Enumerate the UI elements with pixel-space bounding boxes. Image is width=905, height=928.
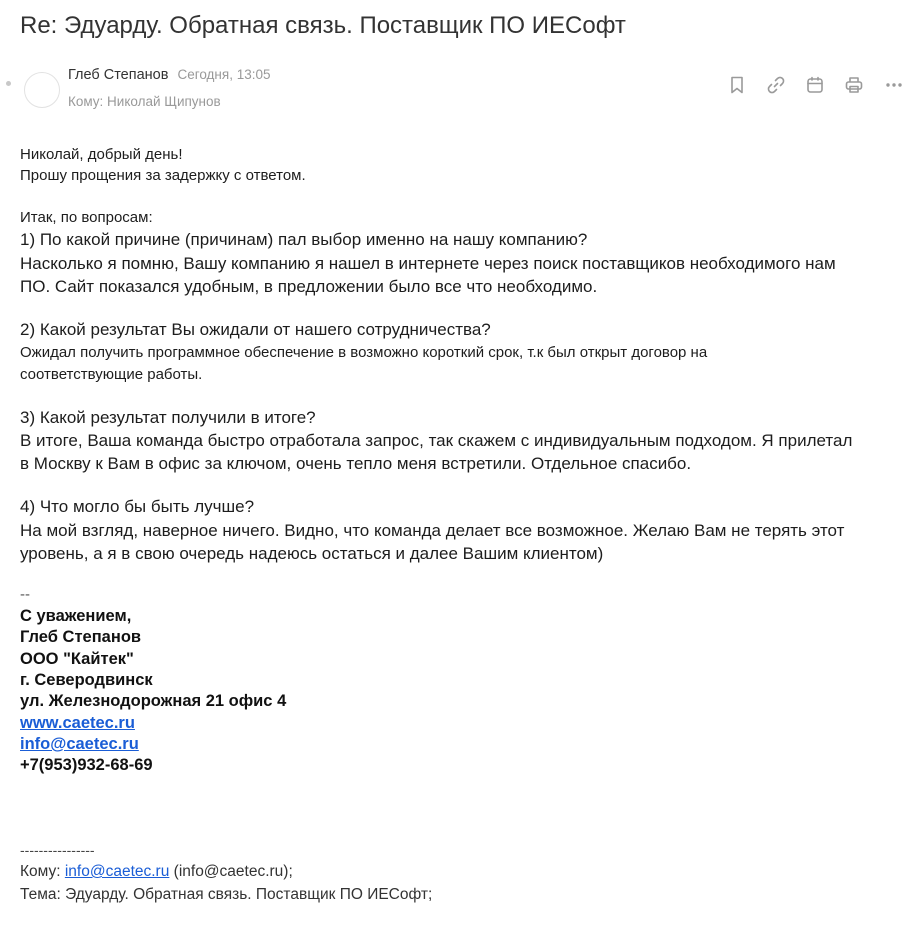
email-link[interactable]: info@caetec.ru — [20, 735, 139, 753]
answer-4-line-1: На мой взгляд, наверное ничего. Видно, что команда делает все возможное. Желаю Вам не терять этот — [20, 521, 845, 540]
bookmark-button[interactable] — [724, 72, 750, 98]
quoted-to-rest: (info@caetec.ru); — [173, 863, 293, 880]
signature-dash: -- — [20, 586, 30, 603]
answer-3-line-1: В итоге, Ваша команда быстро отработала запрос, так скажем с индивидуальным подходом. Я прилетал — [20, 431, 853, 450]
quote-separator: ---------------- — [20, 842, 95, 858]
answer-2-line-2: соответствующие работы. — [20, 366, 203, 383]
signature-regards: С уважением, — [20, 607, 132, 625]
copy-link-button[interactable] — [763, 72, 789, 98]
quoted-to-label: Кому: — [20, 863, 61, 880]
unread-dot — [6, 81, 11, 86]
more-icon — [884, 75, 904, 95]
signature-email-line — [20, 735, 139, 754]
recipient-line[interactable]: Кому: Николай Щипунов — [68, 94, 221, 109]
website-link[interactable]: www.caetec.ru — [20, 714, 135, 732]
answer-1-line-1: Насколько я помню, Вашу компанию я нашел в интернете через поиск поставщиков необходимого нам — [20, 254, 836, 273]
body-line-greeting: Николай, добрый день! — [20, 146, 183, 163]
body-line-apology: Прошу прощения за задержку с ответом. — [20, 167, 306, 184]
answer-3-line-2: в Москву к Вам в офис за ключом, очень тепло меня встретили. Отдельное спасибо. — [20, 454, 692, 473]
signature-name: Глеб Степанов — [20, 628, 142, 646]
question-4: 4) Что могло бы быть лучше? — [20, 497, 255, 516]
question-1: 1) По какой причине (причинам) пал выбор именно на нашу компанию? — [20, 230, 588, 249]
more-button[interactable] — [881, 72, 905, 98]
body-line-intro: Итак, по вопросам: — [20, 209, 153, 226]
question-2: 2) Какой результат Вы ожидали от нашего сотрудничества? — [20, 320, 491, 339]
signature-phone: +7(953)932-68-69 — [20, 756, 153, 774]
signature-city: г. Северодвинск — [20, 671, 153, 689]
signature-website-line — [20, 714, 135, 733]
sender-line — [68, 67, 270, 83]
message-toolbar — [722, 72, 902, 98]
bookmark-icon — [727, 75, 747, 95]
answer-1-line-2: ПО. Сайт показался удобным, в предложении было все что необходимо. — [20, 277, 598, 296]
calendar-icon — [805, 75, 825, 95]
quoted-to-line — [20, 863, 293, 881]
sender-avatar[interactable] — [24, 72, 60, 108]
print-button[interactable] — [841, 72, 867, 98]
answer-4-line-2: уровень, а я в свою очередь надеюсь остаться и далее Вашим клиентом) — [20, 544, 604, 563]
print-icon — [844, 75, 864, 95]
signature-address: ул. Железнодорожная 21 офис 4 — [20, 692, 287, 710]
question-3: 3) Какой результат получили в итоге? — [20, 408, 316, 427]
answer-2-line-1: Ожидал получить программное обеспечение в возможно короткий срок, т.к был открыт договор на — [20, 344, 708, 361]
email-time: Сегодня, 13:05 — [177, 67, 271, 82]
quoted-to-link[interactable]: info@caetec.ru — [64, 863, 170, 880]
link-icon — [766, 75, 786, 95]
email-subject: Re: Эдуарду. Обратная связь. Поставщик ПО ИЕСофт — [20, 12, 626, 39]
sender-name[interactable]: Глеб Степанов — [68, 67, 169, 83]
signature-company: ООО "Кайтек" — [20, 650, 134, 668]
quoted-subject-line: Тема: Эдуарду. Обратная связь. Поставщик ПО ИЕСофт; — [20, 886, 433, 903]
calendar-button[interactable] — [802, 72, 828, 98]
